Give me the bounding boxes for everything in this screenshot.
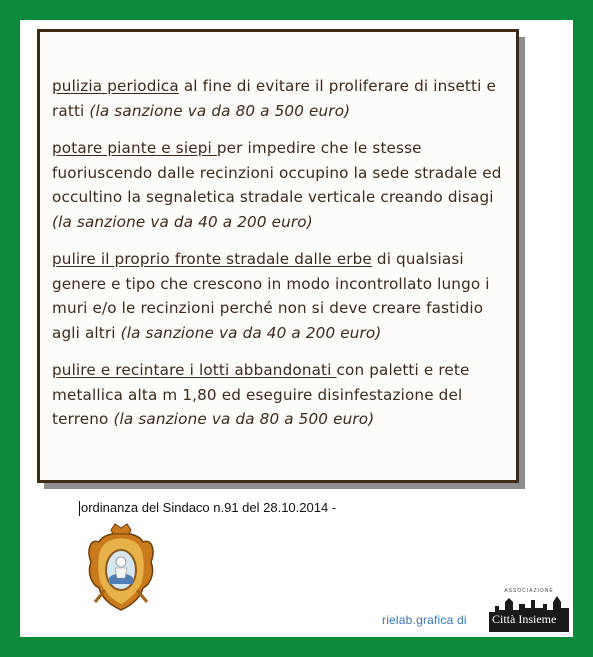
rule-title: pulire e recintare i lotti abbandonati: [52, 361, 337, 379]
notice-paragraph-lots: [52, 358, 508, 432]
rule-text: per impedire che le stesse fuoriuscendo dalle recinzioni occupino la sede stradale ed occultino la segnaletica stradale verticale creando disagi: [52, 139, 502, 206]
notice-card: [37, 29, 519, 483]
rule-title: potare piante e siepi: [52, 139, 217, 157]
rule-title: pulire il proprio fronte stradale dalle erbe: [52, 250, 372, 268]
rule-text: con paletti e rete metallica alta m 1,80 ed eseguire disinfestazione del terreno: [52, 361, 470, 428]
ordinance-reference: ordinanza del Sindaco n.91 del 28.10.2014 -: [81, 500, 337, 515]
penalty-text: (la sanzione va da 40 a 200 euro): [120, 323, 382, 342]
logo-caption: ASSOCIAZIONE: [504, 588, 554, 594]
rule-text: di qualsiasi genere e tipo che crescono in modo incontrollato lungo i muri e/o le recinzioni perché non si deve creare fastidio agli altri: [52, 250, 490, 342]
penalty-text: (la sanzione va da 80 a 500 euro): [89, 101, 351, 120]
notice-paragraph-weeds: [52, 247, 508, 345]
association-logo: [489, 588, 569, 632]
rule-text: al fine di evitare il proliferare di insetti e ratti: [52, 77, 496, 120]
penalty-text: (la sanzione va da 80 a 500 euro): [113, 410, 375, 428]
rule-title: pulizia periodica: [52, 77, 179, 95]
credit-text: rielab.grafica di: [382, 613, 467, 627]
penalty-text: (la sanzione va da 40 a 200 euro): [52, 212, 313, 231]
coat-of-arms-icon: [85, 522, 157, 612]
notice-paragraph-pruning: [52, 136, 508, 234]
logo-name: Città Insieme: [492, 612, 557, 626]
notice-paragraph-cleaning: [52, 74, 508, 123]
